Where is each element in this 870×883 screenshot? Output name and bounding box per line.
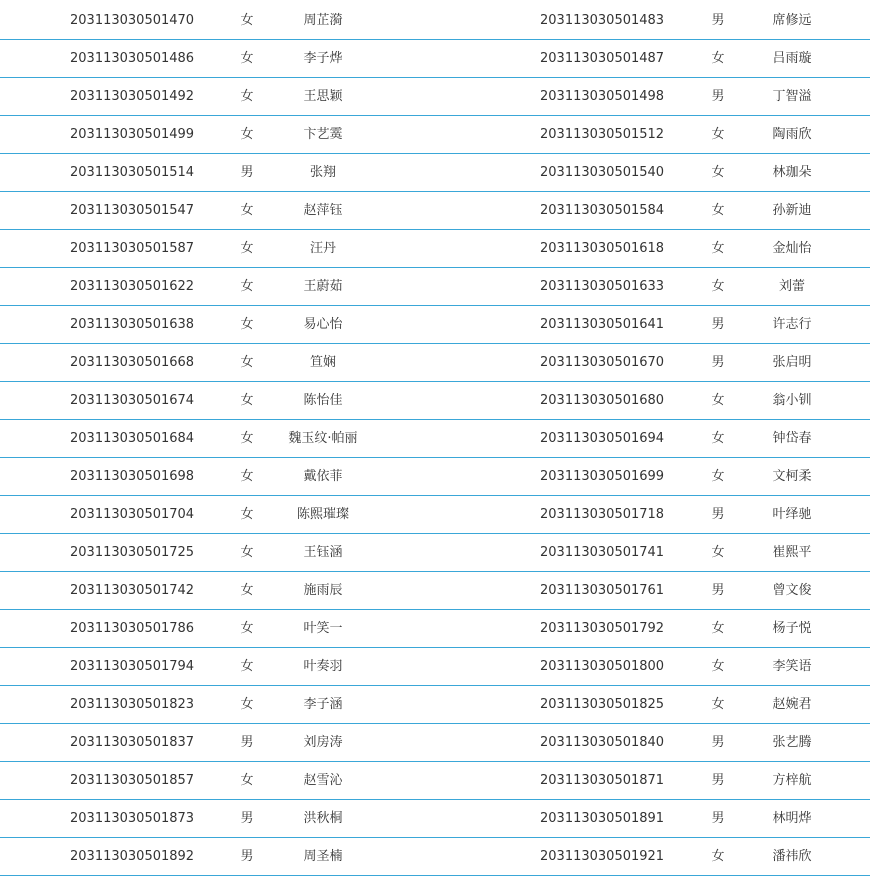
- gender-right: 男: [711, 89, 725, 104]
- student-id-right: 203113030501618: [540, 241, 665, 256]
- gender-right: 男: [711, 735, 725, 750]
- student-name-right: 丁智溢: [772, 89, 812, 104]
- student-roster-table: [0, 2, 870, 876]
- gender-right: 女: [711, 241, 725, 256]
- student-name-left: 周芷漪: [303, 13, 343, 28]
- student-name-left: 张翔: [309, 165, 336, 180]
- gender-left: 女: [240, 51, 254, 66]
- student-name-right: 席修远: [772, 13, 812, 28]
- student-name-left: 赵萍钰: [303, 203, 343, 218]
- student-id-left: 203113030501742: [70, 583, 195, 598]
- student-name-right: 张启明: [772, 355, 812, 370]
- gender-left: 女: [240, 241, 254, 256]
- student-id-left: 203113030501823: [70, 697, 195, 712]
- table-row: [0, 420, 870, 458]
- gender-right: 男: [711, 355, 725, 370]
- gender-right: 男: [711, 317, 725, 332]
- gender-right: 女: [711, 51, 725, 66]
- student-id-right: 203113030501792: [540, 621, 665, 636]
- gender-left: 女: [240, 203, 254, 218]
- student-id-left: 203113030501698: [70, 469, 195, 484]
- table-row: [0, 382, 870, 420]
- student-id-right: 203113030501840: [540, 735, 665, 750]
- student-id-right: 203113030501694: [540, 431, 665, 446]
- gender-left: 女: [240, 621, 254, 636]
- gender-left: 女: [240, 507, 254, 522]
- gender-left: 男: [240, 165, 254, 180]
- gender-left: 女: [240, 317, 254, 332]
- student-name-left: 易心怡: [303, 317, 343, 332]
- gender-left: 女: [240, 773, 254, 788]
- student-name-right: 林明烨: [772, 811, 812, 826]
- student-id-left: 203113030501873: [70, 811, 195, 826]
- gender-right: 女: [711, 431, 725, 446]
- student-id-right: 203113030501487: [540, 51, 665, 66]
- student-id-left: 203113030501514: [70, 165, 195, 180]
- student-name-left: 王思颖: [303, 89, 343, 104]
- student-name-left: 刘房涛: [303, 735, 343, 750]
- table-row: [0, 154, 870, 192]
- student-name-right: 刘蕾: [778, 279, 805, 294]
- gender-left: 女: [240, 393, 254, 408]
- student-id-right: 203113030501825: [540, 697, 665, 712]
- student-id-left: 203113030501547: [70, 203, 195, 218]
- gender-left: 女: [240, 431, 254, 446]
- table-row: [0, 116, 870, 154]
- gender-left: 男: [240, 811, 254, 826]
- student-id-left: 203113030501704: [70, 507, 195, 522]
- student-name-left: 笪娴: [309, 355, 336, 370]
- student-name-right: 曾文俊: [772, 583, 812, 598]
- student-name-right: 吕雨璇: [772, 51, 812, 66]
- table-row: [0, 78, 870, 116]
- gender-right: 女: [711, 849, 725, 864]
- student-name-left: 李子涵: [303, 697, 343, 712]
- table-row: [0, 610, 870, 648]
- student-id-left: 203113030501725: [70, 545, 195, 560]
- table-row: [0, 192, 870, 230]
- gender-left: 女: [240, 659, 254, 674]
- student-name-right: 叶绎驰: [772, 507, 812, 522]
- gender-right: 男: [711, 811, 725, 826]
- student-name-right: 赵婉君: [772, 697, 812, 712]
- student-name-left: 叶笑一: [303, 621, 343, 636]
- table-row: [0, 762, 870, 800]
- gender-right: 女: [711, 659, 725, 674]
- table-row: [0, 230, 870, 268]
- student-id-right: 203113030501633: [540, 279, 665, 294]
- student-name-right: 许志行: [772, 317, 812, 332]
- student-id-left: 203113030501499: [70, 127, 195, 142]
- student-name-right: 崔熙平: [772, 545, 812, 560]
- table-row: [0, 724, 870, 762]
- student-name-left: 施雨辰: [303, 583, 343, 598]
- student-id-left: 203113030501684: [70, 431, 195, 446]
- student-name-left: 卞艺霙: [303, 127, 343, 142]
- gender-right: 女: [711, 203, 725, 218]
- gender-right: 女: [711, 393, 725, 408]
- student-name-left: 赵雪沁: [303, 773, 343, 788]
- table-row: [0, 306, 870, 344]
- gender-right: 男: [711, 773, 725, 788]
- gender-left: 男: [240, 735, 254, 750]
- student-id-right: 203113030501584: [540, 203, 665, 218]
- gender-right: 女: [711, 165, 725, 180]
- table-row: [0, 686, 870, 724]
- gender-right: 男: [711, 507, 725, 522]
- gender-left: 女: [240, 469, 254, 484]
- student-id-left: 203113030501492: [70, 89, 195, 104]
- gender-left: 女: [240, 697, 254, 712]
- student-id-left: 203113030501622: [70, 279, 195, 294]
- gender-left: 男: [240, 849, 254, 864]
- student-id-left: 203113030501794: [70, 659, 195, 674]
- student-id-right: 203113030501512: [540, 127, 665, 142]
- student-name-left: 汪丹: [309, 241, 336, 256]
- student-name-right: 文柯柔: [772, 469, 812, 484]
- student-id-left: 203113030501587: [70, 241, 195, 256]
- student-id-right: 203113030501498: [540, 89, 665, 104]
- student-id-right: 203113030501483: [540, 13, 665, 28]
- table-row: [0, 496, 870, 534]
- table-row: [0, 268, 870, 306]
- table-row: [0, 40, 870, 78]
- table-row: [0, 572, 870, 610]
- student-name-right: 钟岱春: [772, 431, 812, 446]
- student-name-left: 陈熙璀璨: [296, 507, 349, 522]
- gender-right: 女: [711, 697, 725, 712]
- gender-left: 女: [240, 545, 254, 560]
- student-name-right: 李笑语: [772, 659, 812, 674]
- student-id-right: 203113030501718: [540, 507, 665, 522]
- student-name-left: 王蔚茹: [303, 279, 343, 294]
- student-name-left: 魏玉纹·帕丽: [288, 431, 358, 446]
- student-id-right: 203113030501921: [540, 849, 665, 864]
- gender-right: 男: [711, 13, 725, 28]
- gender-right: 女: [711, 545, 725, 560]
- student-name-left: 王钰涵: [303, 545, 343, 560]
- student-name-right: 方梓航: [772, 773, 812, 788]
- table-row: [0, 458, 870, 496]
- student-id-left: 203113030501668: [70, 355, 195, 370]
- table-row: [0, 648, 870, 686]
- student-name-right: 林珈朵: [772, 165, 812, 180]
- table-row: [0, 800, 870, 838]
- student-id-right: 203113030501699: [540, 469, 665, 484]
- student-id-left: 203113030501837: [70, 735, 195, 750]
- student-name-right: 孙新迪: [772, 203, 812, 218]
- gender-left: 女: [240, 355, 254, 370]
- student-id-left: 203113030501892: [70, 849, 195, 864]
- table-row: [0, 2, 870, 40]
- gender-left: 女: [240, 279, 254, 294]
- student-name-right: 潘祎欣: [772, 849, 812, 864]
- table-row: [0, 344, 870, 382]
- student-name-right: 张艺腾: [772, 735, 812, 750]
- gender-right: 女: [711, 127, 725, 142]
- gender-right: 女: [711, 469, 725, 484]
- student-id-right: 203113030501891: [540, 811, 665, 826]
- student-id-right: 203113030501680: [540, 393, 665, 408]
- gender-left: 女: [240, 13, 254, 28]
- student-id-right: 203113030501540: [540, 165, 665, 180]
- student-name-left: 周圣楠: [303, 849, 343, 864]
- gender-left: 女: [240, 583, 254, 598]
- table-row: [0, 838, 870, 876]
- student-id-right: 203113030501741: [540, 545, 665, 560]
- student-id-right: 203113030501670: [540, 355, 665, 370]
- student-id-right: 203113030501641: [540, 317, 665, 332]
- student-name-left: 李子烨: [303, 51, 343, 66]
- gender-right: 男: [711, 583, 725, 598]
- student-id-left: 203113030501786: [70, 621, 195, 636]
- gender-left: 女: [240, 127, 254, 142]
- student-id-left: 203113030501857: [70, 773, 195, 788]
- student-name-right: 翁小钏: [772, 393, 812, 408]
- student-name-left: 陈怡佳: [303, 393, 343, 408]
- student-id-left: 203113030501674: [70, 393, 195, 408]
- student-name-right: 陶雨欣: [772, 127, 812, 142]
- student-name-left: 叶奏羽: [303, 659, 343, 674]
- student-name-left: 戴依菲: [303, 469, 343, 484]
- table-row: [0, 534, 870, 572]
- student-id-right: 203113030501800: [540, 659, 665, 674]
- student-id-right: 203113030501871: [540, 773, 665, 788]
- student-id-right: 203113030501761: [540, 583, 665, 598]
- gender-left: 女: [240, 89, 254, 104]
- student-id-left: 203113030501486: [70, 51, 195, 66]
- student-name-right: 金灿怡: [772, 241, 812, 256]
- student-name-left: 洪秋桐: [303, 811, 343, 826]
- student-name-right: 杨子悦: [772, 621, 812, 636]
- gender-right: 女: [711, 621, 725, 636]
- gender-right: 女: [711, 279, 725, 294]
- student-id-left: 203113030501638: [70, 317, 195, 332]
- student-id-left: 203113030501470: [70, 13, 195, 28]
